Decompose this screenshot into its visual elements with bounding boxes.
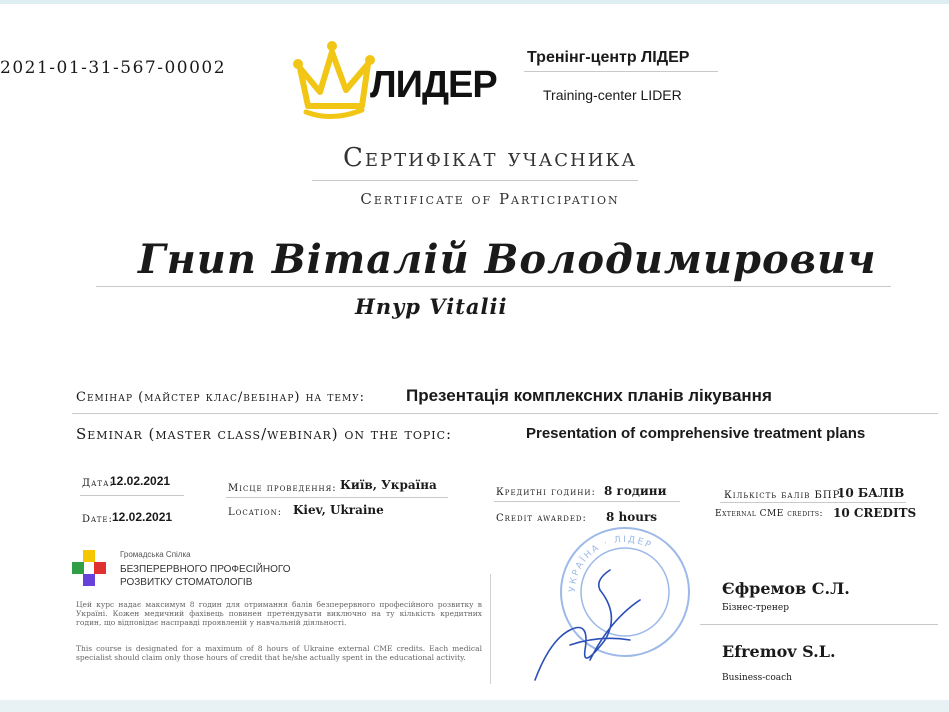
seminar-topic-en: Presentation of comprehensive treatment plans xyxy=(526,425,866,442)
fine-print-ua: Цей курс надає максимум 8 годин для отримання балів безперервного професійного розвитку в Україні. Кожен медичний фахівець повинен претендувати виключно на ту кількість кредитних годин, що відповідає насправді проявленій у навчальній діяльності. xyxy=(76,600,482,627)
association-logo-icon xyxy=(72,550,106,590)
seminar-topic-ua: Презентація комплексних планів лікування xyxy=(406,386,772,405)
divider xyxy=(490,574,491,684)
location-label-ua: Місце проведення: xyxy=(228,483,337,494)
divider xyxy=(524,71,718,72)
divider xyxy=(494,501,680,502)
divider xyxy=(700,624,938,625)
association-line2: БЕЗПЕРЕРВНОГО ПРОФЕСІЙНОГО xyxy=(120,564,291,575)
org-name-ua: Тренінг-центр ЛІДЕР xyxy=(527,49,690,66)
bottom-border xyxy=(0,700,949,712)
points-ua: 10 БАЛІВ xyxy=(837,486,905,500)
seminar-label-en: Seminar (master class/webinar) on the topic: xyxy=(76,425,453,443)
date-label-en: Date: xyxy=(82,514,113,525)
certificate-title-ua: Сертифікат учасника xyxy=(342,143,637,173)
participant-name-en: Hnyp Vitalii xyxy=(355,294,508,319)
signatory-name-en: Efremov S.L. xyxy=(722,642,836,661)
location-ua: Київ, Україна xyxy=(340,478,437,492)
date-label-ua: Дата: xyxy=(82,478,114,489)
certificate-title-en: Certificate of Participation xyxy=(360,190,620,208)
date-en: 12.02.2021 xyxy=(112,510,173,524)
seminar-label-ua: Семінар (майстер клас/вебінар) на тему: xyxy=(76,390,366,405)
signature-graphic xyxy=(530,560,660,690)
certificate-number: 2021-01-31-567-00002 xyxy=(0,58,227,78)
location-label-en: Location: xyxy=(228,507,283,518)
divider xyxy=(312,180,638,181)
top-border xyxy=(0,0,949,4)
points-label-en: External CME credits: xyxy=(715,509,824,519)
org-name-en: Training-center LIDER xyxy=(543,87,682,103)
divider xyxy=(72,413,938,414)
points-en: 10 CREDITS xyxy=(833,506,917,520)
credit-en: 8 hours xyxy=(606,510,658,524)
fine-print-en: This course is designated for a maximum of 8 hours of Ukraine external CME credits. Each medical specialist should claim only those hours of credit that he/she actually spent in the educational activity. xyxy=(76,644,482,662)
divider xyxy=(80,495,184,496)
credit-ua: 8 години xyxy=(604,484,667,498)
location-en: Kiev, Ukraine xyxy=(293,503,384,517)
association-line3: РОЗВИТКУ СТОМАТОЛОГІВ xyxy=(120,577,253,588)
divider xyxy=(226,497,448,498)
divider xyxy=(96,286,891,287)
credit-label-en: Credit awarded: xyxy=(496,513,587,524)
credit-label-ua: Кредитні години: xyxy=(496,487,596,498)
points-label-ua: Кількість балів БПР: xyxy=(724,490,845,501)
signatory-role-ua: Бізнес-тренер xyxy=(722,603,789,613)
signatory-name-ua: Єфремов С.Л. xyxy=(722,579,850,598)
signatory-role-en: Business-coach xyxy=(722,673,792,683)
lider-logo xyxy=(292,40,497,120)
date-ua: 12.02.2021 xyxy=(110,474,171,488)
participant-name-ua: Гнип Віталій Володимирович xyxy=(138,236,877,283)
stamp-text: УКРАЇНА · ЛІДЕР xyxy=(567,534,654,593)
association-line1: Громадська Спілка xyxy=(120,550,191,559)
divider xyxy=(720,502,906,503)
logo-wordmark: ЛИДЕР xyxy=(370,64,497,106)
